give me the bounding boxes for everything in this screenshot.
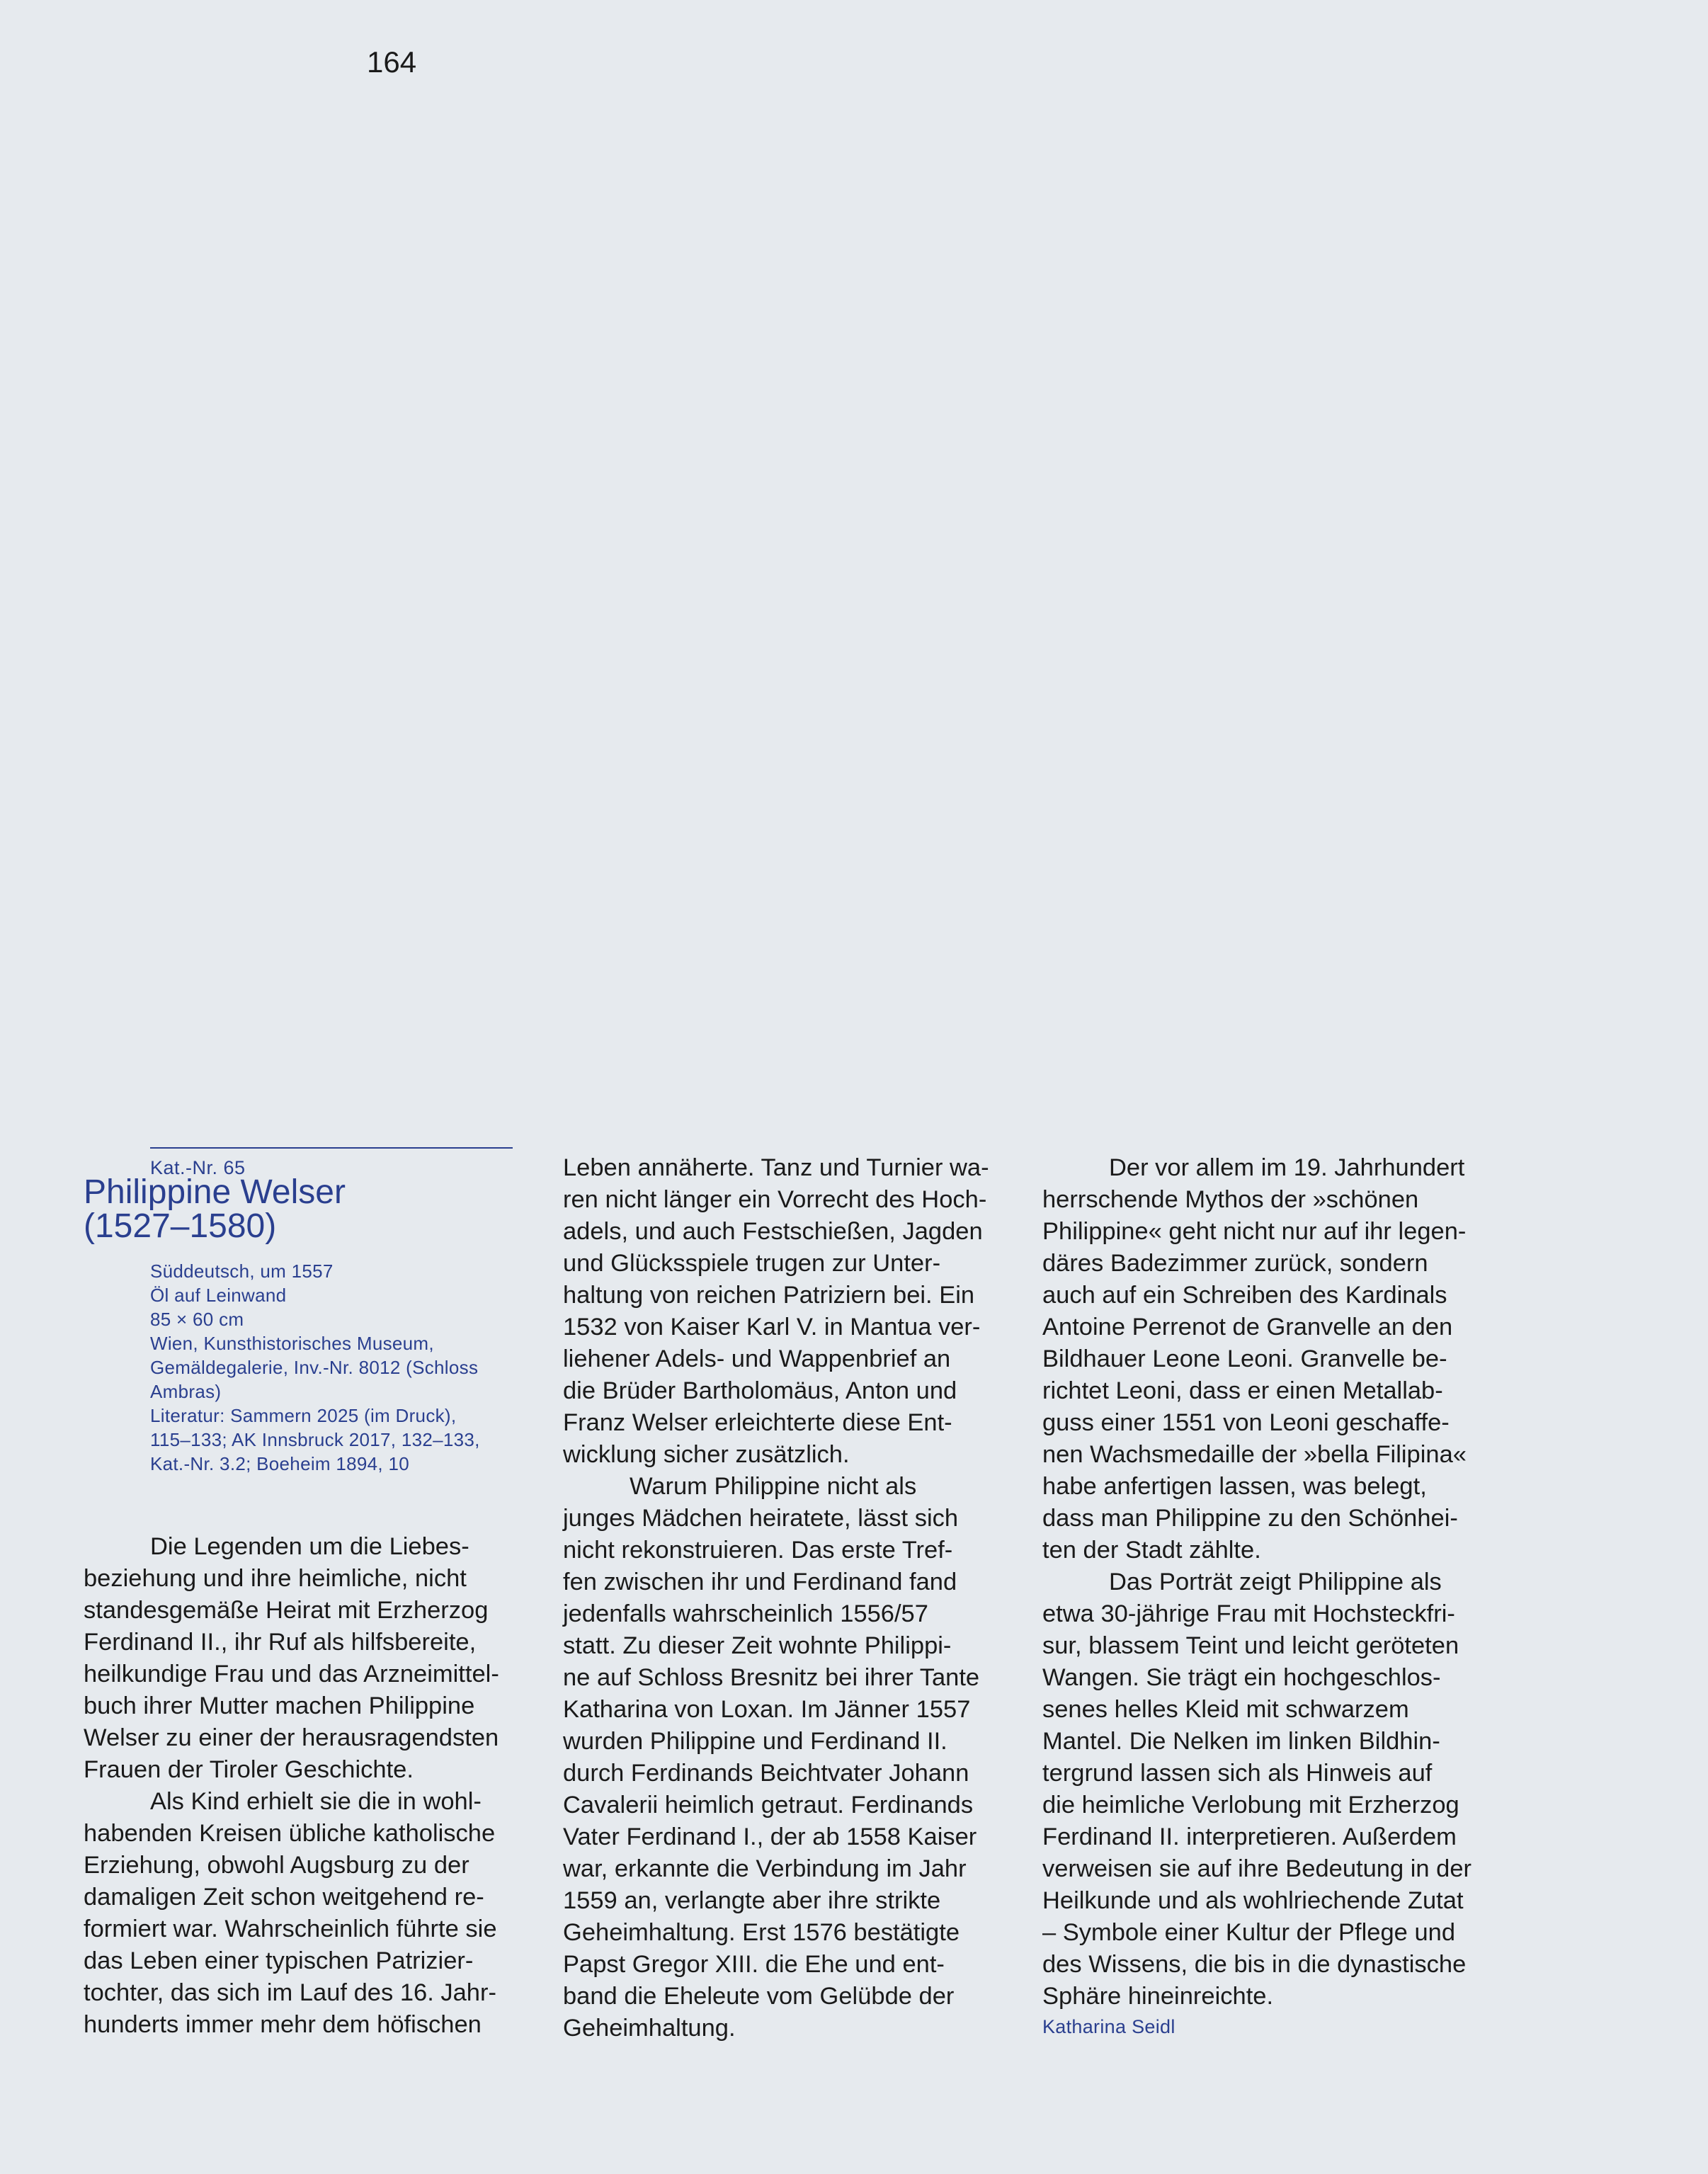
text-line: Mantel. Die Nelken im linken Bildhin- xyxy=(1042,1728,1440,1755)
text-line: Bildhauer Leone Leoni. Granvelle be- xyxy=(1042,1345,1447,1372)
text-line: buch ihrer Mutter machen Philippine xyxy=(84,1692,475,1719)
text-line: adels, und auch Festschießen, Jagden xyxy=(563,1218,983,1245)
text-line: band die Eheleute vom Gelübde der xyxy=(563,1983,955,2010)
text-line: hunderts immer mehr dem höfischen xyxy=(84,2011,482,2038)
meta-line: Gemäldegalerie, Inv.-Nr. 8012 (Schloss xyxy=(150,1357,479,1378)
meta-line: Öl auf Leinwand xyxy=(150,1285,287,1306)
meta-line: 115–133; AK Innsbruck 2017, 132–133, xyxy=(150,1429,480,1450)
meta-line: Wien, Kunsthistorisches Museum, xyxy=(150,1333,434,1354)
text-line: richtet Leoni, dass er einen Metallab- xyxy=(1042,1377,1443,1404)
text-line: Erziehung, obwohl Augsburg zu der xyxy=(84,1852,469,1879)
entry-title-name: Philippine Welser xyxy=(84,1173,346,1211)
text-line: des Wissens, die bis in die dynastische xyxy=(1042,1951,1467,1978)
text-line: Franz Welser erleichterte diese Ent- xyxy=(563,1409,952,1436)
text-line: habenden Kreisen übliche katholische xyxy=(84,1820,496,1847)
meta-line: Ambras) xyxy=(150,1381,222,1402)
text-line: jedenfalls wahrscheinlich 1556/57 xyxy=(563,1600,928,1627)
text-line: Das Porträt zeigt Philippine als xyxy=(1109,1569,1442,1595)
text-line: auch auf ein Schreiben des Kardinals xyxy=(1042,1282,1447,1309)
page-number: 164 xyxy=(367,45,417,79)
text-column-2 xyxy=(563,1152,1016,2044)
text-line: haltung von reichen Patriziern bei. Ein xyxy=(563,1282,975,1309)
text-line: verweisen sie auf ihre Bedeutung in der xyxy=(1042,1855,1472,1882)
text-line: damaligen Zeit schon weitgehend re- xyxy=(84,1884,484,1911)
text-line: das Leben einer typischen Patrizier- xyxy=(84,1947,474,1974)
text-line: und Glücksspiele trugen zur Unter- xyxy=(563,1250,941,1277)
text-line: Als Kind erhielt sie die in wohl- xyxy=(150,1788,482,1815)
text-line: Philippine« geht nicht nur auf ihr legen- xyxy=(1042,1218,1467,1245)
text-line: Papst Gregor XIII. die Ehe und ent- xyxy=(563,1951,945,1978)
meta-line: Kat.-Nr. 3.2; Boeheim 1894, 10 xyxy=(150,1453,409,1474)
text-line: etwa 30-jährige Frau mit Hochsteckfri- xyxy=(1042,1600,1455,1627)
catalog-metadata xyxy=(150,1259,547,1476)
catalog-number: Kat.-Nr. 65 xyxy=(150,1157,246,1178)
text-line: 1532 von Kaiser Karl V. in Mantua ver- xyxy=(563,1314,981,1341)
text-column-1 xyxy=(84,1531,537,2041)
text-line: tochter, das sich im Lauf des 16. Jahr- xyxy=(84,1979,496,2006)
text-line: däres Badezimmer zurück, sondern xyxy=(1042,1250,1428,1277)
author-credit: Katharina Seidl xyxy=(1042,2016,1175,2037)
text-line: standesgemäße Heirat mit Erzherzog xyxy=(84,1597,489,1624)
text-line: dass man Philippine zu den Schönhei- xyxy=(1042,1505,1458,1532)
text-line: ne auf Schloss Bresnitz bei ihrer Tante xyxy=(563,1664,980,1691)
text-line: guss einer 1551 von Leoni geschaffe- xyxy=(1042,1409,1450,1436)
text-line: wurden Philippine und Ferdinand II. xyxy=(563,1728,947,1755)
text-line: senes helles Kleid mit schwarzem xyxy=(1042,1696,1409,1723)
text-line: Geheimhaltung. Erst 1576 bestätigte xyxy=(563,1919,960,1946)
text-line: Cavalerii heimlich getraut. Ferdinands xyxy=(563,1792,974,1819)
text-line: tergrund lassen sich als Hinweis auf xyxy=(1042,1760,1433,1787)
text-line: 1559 an, verlangte aber ihre strikte xyxy=(563,1887,941,1914)
text-line: junges Mädchen heiratete, lässt sich xyxy=(563,1505,959,1532)
entry-title-dates: (1527–1580) xyxy=(84,1207,277,1245)
text-line: die Brüder Bartholomäus, Anton und xyxy=(563,1377,957,1404)
text-line: Katharina von Loxan. Im Jänner 1557 xyxy=(563,1696,971,1723)
catalog-divider xyxy=(150,1147,513,1149)
text-line: Der vor allem im 19. Jahrhundert xyxy=(1109,1154,1465,1181)
text-line: liehener Adels- und Wappenbrief an xyxy=(563,1345,951,1372)
text-line: Ferdinand II. interpretieren. Außerdem xyxy=(1042,1823,1457,1850)
text-line: Heilkunde und als wohlriechende Zutat xyxy=(1042,1887,1464,1914)
text-line: statt. Zu dieser Zeit wohnte Philippi- xyxy=(563,1632,952,1659)
text-line: herrschende Mythos der »schönen xyxy=(1042,1186,1419,1213)
text-line: Leben annäherte. Tanz und Turnier wa- xyxy=(563,1154,989,1181)
text-line: Die Legenden um die Liebes- xyxy=(150,1533,469,1560)
text-line: Antoine Perrenot de Granvelle an den xyxy=(1042,1314,1453,1341)
text-line: beziehung und ihre heimliche, nicht xyxy=(84,1565,467,1592)
text-column-3 xyxy=(1042,1152,1496,2041)
text-line: ren nicht länger ein Vorrecht des Hoch- xyxy=(563,1186,987,1213)
meta-line: 85 × 60 cm xyxy=(150,1309,244,1330)
text-line: – Symbole einer Kultur der Pflege und xyxy=(1042,1919,1456,1946)
text-line: nen Wachsmedaille der »bella Filipina« xyxy=(1042,1441,1467,1468)
text-line: formiert war. Wahrscheinlich führte sie xyxy=(84,1916,497,1942)
text-line: die heimliche Verlobung mit Erzherzog xyxy=(1042,1792,1459,1819)
text-line: Warum Philippine nicht als xyxy=(630,1473,917,1500)
meta-line: Süddeutsch, um 1557 xyxy=(150,1260,334,1282)
text-line: Frauen der Tiroler Geschichte. xyxy=(84,1756,414,1783)
text-line: sur, blassem Teint und leicht geröteten xyxy=(1042,1632,1459,1659)
text-line: heilkundige Frau und das Arzneimittel- xyxy=(84,1661,499,1688)
text-line: durch Ferdinands Beichtvater Johann xyxy=(563,1760,969,1787)
text-line: Ferdinand II., ihr Ruf als hilfsbereite, xyxy=(84,1629,477,1656)
text-line: nicht rekonstruieren. Das erste Tref- xyxy=(563,1537,953,1564)
text-line: Vater Ferdinand I., der ab 1558 Kaiser xyxy=(563,1823,977,1850)
text-line: Geheimhaltung. xyxy=(563,2015,736,2042)
text-line: Welser zu einer der herausragendsten xyxy=(84,1724,499,1751)
text-line: habe anfertigen lassen, was belegt, xyxy=(1042,1473,1427,1500)
text-line: wicklung sicher zusätzlich. xyxy=(563,1441,850,1468)
text-line: Sphäre hineinreichte. xyxy=(1042,1983,1274,2010)
entry-title xyxy=(84,1173,346,1245)
image-area xyxy=(84,99,1624,1119)
text-line: ten der Stadt zählte. xyxy=(1042,1537,1261,1564)
text-line: Wangen. Sie trägt ein hochgeschlos- xyxy=(1042,1664,1441,1691)
text-line: fen zwischen ihr und Ferdinand fand xyxy=(563,1569,957,1595)
text-line: war, erkannte die Verbindung im Jahr xyxy=(563,1855,967,1882)
meta-line: Literatur: Sammern 2025 (im Druck), xyxy=(150,1405,457,1426)
